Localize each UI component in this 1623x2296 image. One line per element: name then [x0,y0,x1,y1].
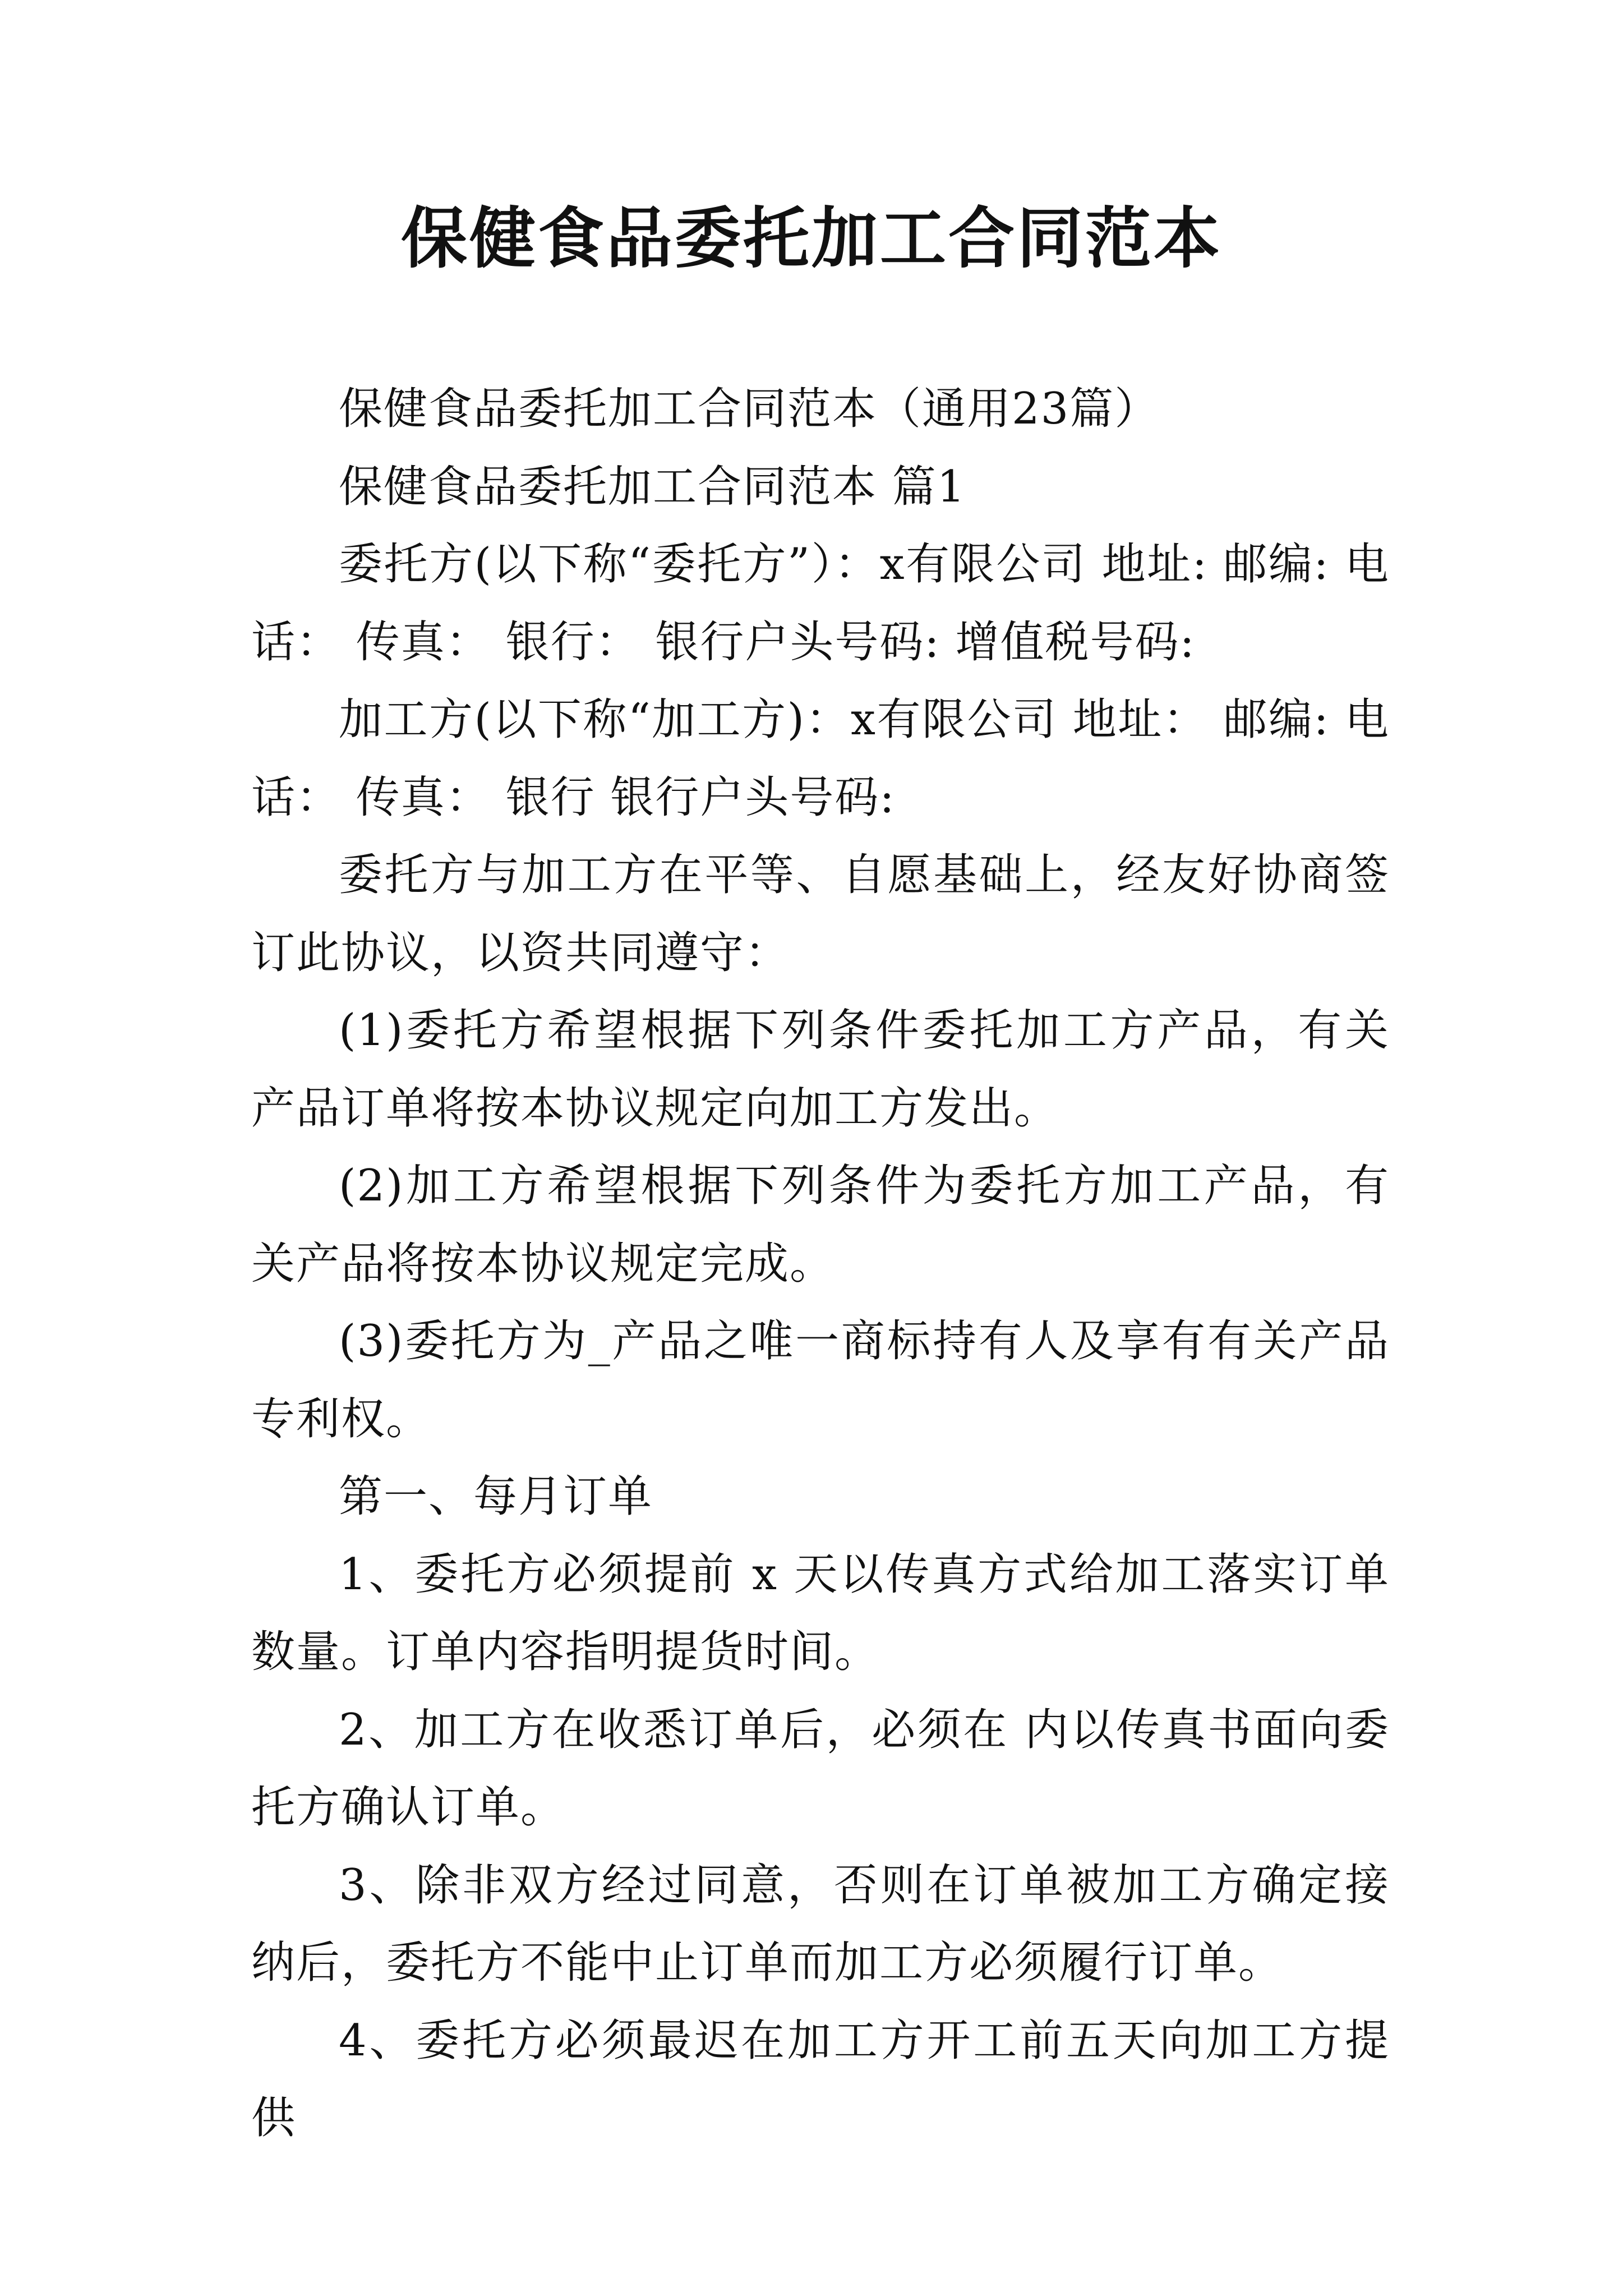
paragraph-clause-1: (1)委托方希望根据下列条件委托加工方产品，有关产品订单将按本协议规定向加工方发出。 [251,1005,1390,1134]
paragraph-agreement-intro: 委托方与加工方在平等、自愿基础上，经友好协商签订此协议，以资共同遵守： [251,850,1390,978]
paragraph-clause-2: (2)加工方希望根据下列条件为委托方加工产品，有关产品将按本协议规定完成。 [251,1161,1390,1289]
paragraph-collection-title: 保健食品委托加工合同范本（通用23篇） [339,384,1160,434]
document-title: 保健食品委托加工合同范本 [400,199,1222,277]
paragraph-order-item-1: 1、委托方必须提前 x 天以传真方式给加工落实订单数量。订单内容指明提货时间。 [251,1549,1390,1677]
document-body [251,370,1390,2157]
paragraph-order-item-2: 2、加工方在收悉订单后，必须在 内以传真书面向委托方确认订单。 [251,1704,1390,1833]
paragraph-client-party: 委托方(以下称“委托方”）：x有限公司 地址: 邮编: 电话： 传真： 银行： 银行户头号码: 增值税号码: [251,539,1390,668]
paragraph-clause-3: (3)委托方为_产品之唯一商标持有人及享有有关产品专利权。 [251,1316,1390,1444]
paragraph-processor-party: 加工方(以下称“加工方)：x有限公司 地址： 邮编: 电话： 传真： 银行 银行户头号码: [251,694,1390,823]
paragraph-order-item-4: 4、委托方必须最迟在加工方开工前五天向加工方提供 [251,2015,1390,2143]
paragraph-article-heading: 保健食品委托加工合同范本 篇1 [339,461,966,512]
section-heading-monthly-orders: 第一、每月订单 [339,1471,653,1522]
paragraph-order-item-3: 3、除非双方经过同意，否则在订单被加工方确定接纳后，委托方不能中止订单而加工方必须履行订单。 [251,1860,1390,1988]
